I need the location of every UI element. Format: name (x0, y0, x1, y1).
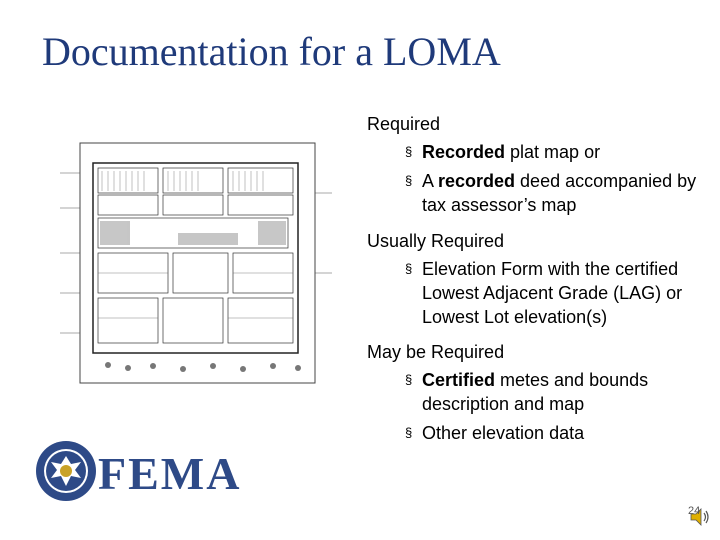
site-plan-image (58, 133, 334, 390)
list-item: § A recorded deed accompanied by tax assessor’s map (405, 171, 697, 215)
list-item: § Certified metes and bounds description and map (405, 370, 649, 414)
fema-logo-text: FEMA (98, 448, 242, 499)
list-item: § Other elevation data (405, 423, 585, 443)
section-heading-usually-required: Usually Required (367, 231, 505, 251)
bullet-icon: § (405, 425, 413, 440)
bullet-icon: § (405, 173, 413, 188)
dhs-seal-icon (35, 440, 97, 502)
bullet-list-required (367, 140, 712, 217)
list-item: § Elevation Form with the certified Lowest Adjacent Grade (LAG) or Lowest Lot elevation(s) (405, 259, 683, 327)
bullet-icon: § (405, 372, 413, 387)
section-heading-may-be-required: May be Required (367, 342, 505, 362)
bullet-list-usually-required (367, 257, 712, 329)
bullet-icon: § (405, 261, 413, 276)
bullet-icon: § (405, 144, 413, 159)
bullet-list-may-be-required (367, 368, 712, 445)
page-number: 24 (688, 505, 701, 517)
section-heading-required: Required (367, 114, 441, 134)
slide-content (367, 112, 712, 450)
list-item: § Recorded plat map or (405, 142, 601, 162)
slide-title: Documentation for a LOMA (42, 29, 501, 74)
